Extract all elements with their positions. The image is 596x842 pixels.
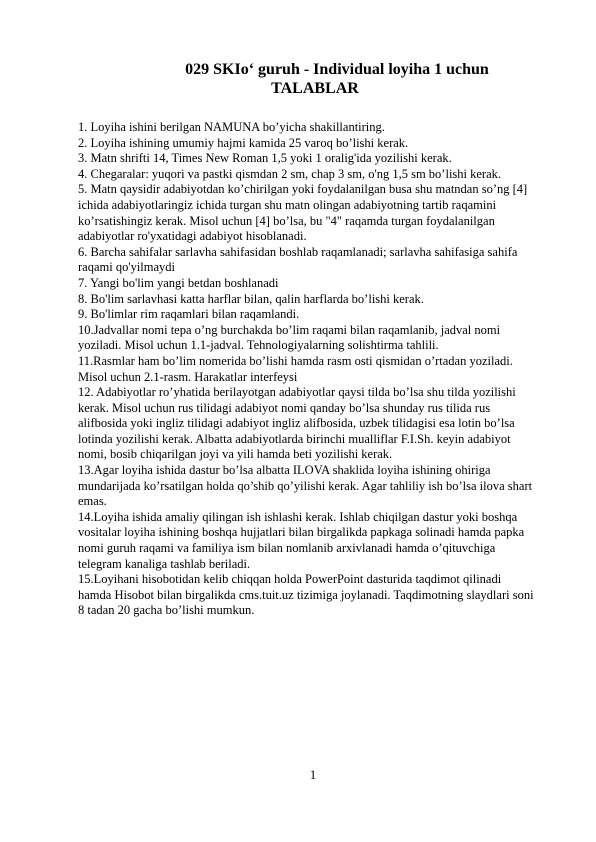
requirement-item-12: 12. Adabiyotlar ro’yhatida berilayotgan adabiyotlar qaysi tilda bo’lsa shu tilda yozilishi kerak. Misol uchun rus tilidagi adabiyot nomi qanday bo’lsa shunday rus tilida rus alifbosida yoki ingliz tilidagi adabiyot ingliz alifbosida, uzbek tilidagisi esa lotin bo’lsa lotinda yozilishi kerak. Albatta adabiyotlarda birinchi mualliflar F.I.Sh. keyin adabiyot nomi, bosib chiqarilgan joyi va yili hamda beti yozilishi kerak. — [78, 385, 516, 462]
requirement-item-6: 6. Barcha sahifalar sarlavha sahifasidan boshlab raqamlanadi; sarlavha sahifasiga sahifa raqami qo'yilmaydi — [78, 244, 518, 275]
requirements-list — [78, 120, 534, 619]
requirement-item-2: 2. Loyiha ishining umumiy hajmi kamida 25 varoq bo’lishi kerak. — [78, 135, 409, 150]
title-line-2: TALABLAR — [271, 80, 359, 97]
document-title — [0, 60, 596, 98]
requirement-item-4: 4. Chegaralar: yuqori va pastki qismdan 2 sm, chap 3 sm, o'ng 1,5 sm bo’lishi kerak. — [78, 166, 502, 181]
requirement-item-14: 14.Loyiha ishida amaliy qilingan ish ishlashi kerak. Ishlab chiqilgan dastur yoki boshqa vositalar loyiha ishining boshqa hujjatlari bilan birgalikda papkaga solinadi hamda papka nomi guruh raqami va familiya ism bilan nomlanib arxivlanadi hamda o’qituvchiga telegram kanaliga tashlab beriladi. — [78, 509, 525, 571]
page-number: 1 — [309, 768, 317, 782]
requirement-item-9: 9. Bo'limlar rim raqamlari bilan raqamlandi. — [78, 307, 300, 322]
requirement-item-5: 5. Matn qaysidir adabiyotdan ko’chirilgan yoki foydalanilgan busa shu matndan so’ng [4] ichida adabiyotlaringiz ichida turgan shu matn olingan adabiyotning tartib raqamini ko’rsatishingiz kerak. Misol uchun [4] bo’lsa, bu "4" raqamda turgan foydalanilgan adabiyotlar ro'yxatidagi adabiyot hisoblanadi. — [78, 182, 528, 244]
requirement-item-11: 11.Rasmlar ham bo’lim nomerida bo’lishi hamda rasm osti qismidan o’rtadan yoziladi. Misol uchun 2.1-rasm. Harakatlar interfeysi — [78, 353, 513, 384]
requirement-item-13: 13.Agar loyiha ishida dastur bo’lsa albatta ILOVA shaklida loyiha ishining ohiriga mundarijada ko’rsatilgan holda qo’shib qo’yilishi kerak. Agar tahliliy ish bo’lsa ilova shart emas. — [78, 463, 533, 509]
requirement-item-1: 1. Loyiha ishini berilgan NAMUNA bo’yicha shakillantiring. — [78, 120, 385, 134]
requirement-item-8: 8. Bo'lim sarlavhasi katta harflar bilan, qalin harflarda bo’lishi kerak. — [78, 291, 424, 306]
requirement-item-15: 15.Loyihani hisobotidan kelib chiqqan holda PowerPoint dasturida taqdimot qilinadi hamda Hisobot bilan birgalikda cms.tuit.uz tizimiga joylanadi. Taqdimotning slaydlari soni 8 tadan 20 gacha bo’lishi mumkun. — [78, 572, 534, 618]
requirement-item-3: 3. Matn shrifti 14, Times New Roman 1,5 yoki 1 oralig'ida yozilishi kerak. — [78, 151, 452, 166]
requirement-item-10: 10.Jadvallar nomi tepa o’ng burchakda bo’lim raqami bilan raqamlanib, jadval nomi yoziladi. Misol uchun 1.1-jadval. Tehnologiyalarning solishtirma tahlili. — [78, 322, 501, 353]
requirement-item-7: 7. Yangi bo'lim yangi betdan boshlanadi — [78, 275, 279, 290]
title-line-1: 029 SKIo‘ guruh - Individual loyiha 1 uchun — [185, 61, 489, 78]
